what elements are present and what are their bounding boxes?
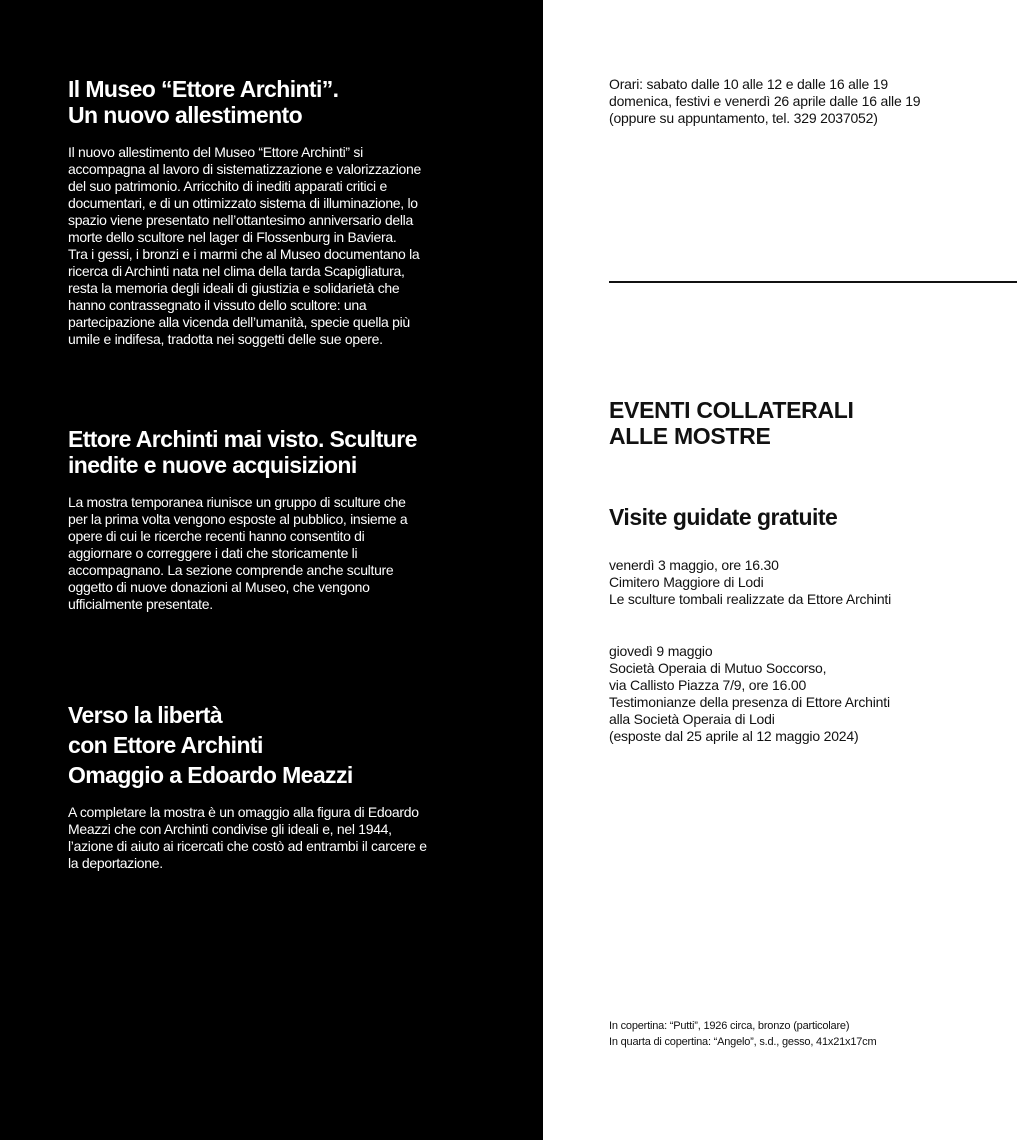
unseen-section — [68, 426, 508, 613]
museum-body: Il nuovo allestimento del Museo “Ettore Archinti” si accompagna al lavoro di sistematizzazione e valorizzazione del suo patrimonio. Arricchito di inediti apparati critici e documentari, e di un ottimizzato sistema di illuminazione, lo spazio viene presentato nell’ottantesimo anniversario della morte dello scultore nel lager di Flossenburg in Baviera. Tra i gessi, i bronzi e i marmi che al Museo documentano la ricerca di Archinti nata nel clima della tarda Scapigliatura, resta la memoria degli ideali di giustizia e solidarietà che hanno contrassegnato il vissuto dello scultore: una partecipazione alla vicenda dell’umanità, specie quella più umile e indifesa, tradotta nei soggetti delle sue opere. — [68, 144, 422, 347]
museum-title: Il Museo “Ettore Archinti”. Un nuovo allestimento — [68, 76, 339, 128]
visit-2: giovedì 9 maggio Società Operaia di Mutuo Soccorso, via Callisto Piazza 7/9, ore 16.00 Testimonianze della presenza di Ettore Archinti alla Società Operaia di Lodi (esposte dal 25 aprile al 12 maggio 2024) — [609, 643, 890, 744]
right-panel — [543, 0, 1029, 1140]
museum-section — [68, 76, 508, 348]
visits-heading: Visite guidate gratuite — [609, 504, 838, 530]
freedom-body: A completare la mostra è un omaggio alla figura di Edoardo Meazzi che con Archinti condivise gli ideali e, nel 1944, l’azione di aiuto ai ricercati che costò ad entrambi il carcere e la deportazione. — [68, 804, 427, 871]
unseen-body: La mostra temporanea riunisce un gruppo di sculture che per la prima volta vengono esposte al pubblico, insieme a opere di cui le ricerche recenti hanno consentito di aggiornare o correggere i dati che storicamente li accompagnano. La sezione comprende anche sculture oggetto di nuove donazioni al Museo, che vengono ufficialmente presentate. — [68, 494, 408, 612]
events-heading: EVENTI COLLATERALI ALLE MOSTRE — [609, 397, 854, 449]
section-divider — [609, 281, 1017, 283]
cover-credits: In copertina: “Putti”, 1926 circa, bronzo (particolare) In quarta di copertina: “Angelo”, s.d., gesso, 41x21x17cm — [609, 1020, 877, 1048]
opening-hours: Orari: sabato dalle 10 alle 12 e dalle 16 alle 19 domenica, festivi e venerdì 26 aprile dalle 16 alle 19 (oppure su appuntamento, tel. 329 2037052) — [609, 76, 921, 126]
freedom-section — [68, 700, 508, 872]
visit-1: venerdì 3 maggio, ore 16.30 Cimitero Maggiore di Lodi Le sculture tombali realizzate da Ettore Archinti — [609, 557, 892, 607]
freedom-title: Verso la libertà con Ettore Archinti Omaggio a Edoardo Meazzi — [68, 702, 353, 788]
unseen-title: Ettore Archinti mai visto. Sculture inedite e nuove acquisizioni — [68, 426, 417, 478]
